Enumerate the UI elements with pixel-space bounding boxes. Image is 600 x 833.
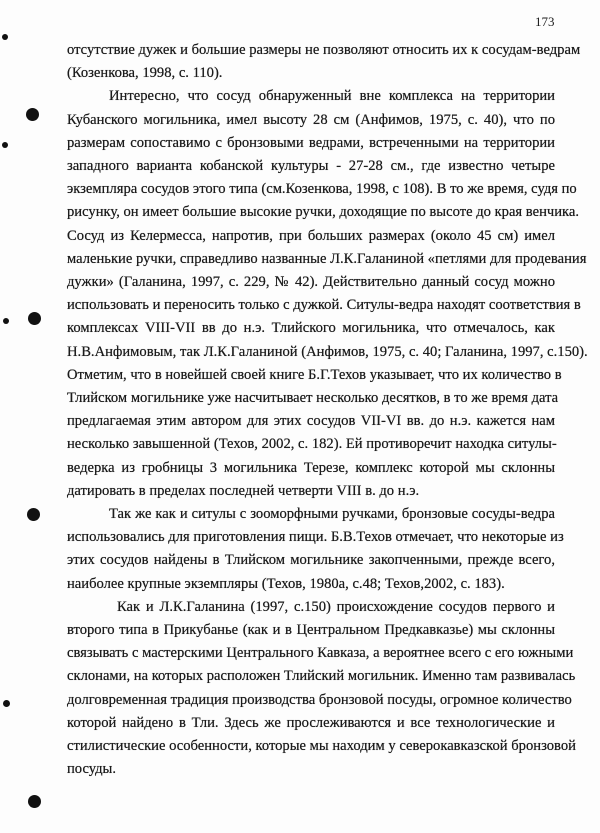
text-line: экземпляра сосудов этого типа (см.Козенкова, 1998, с 108). В то же время, судя по <box>67 181 577 198</box>
text-line: посуды. <box>67 761 117 778</box>
text-line: (Козенкова, 1998, с. 110). <box>67 65 223 82</box>
text-line: отсутствие дужек и большие размеры не позволяют относить их к сосудам-ведрам <box>67 42 581 58</box>
text-line: использовались для приготовления пищи. Б.В.Техов отмечает, что некоторые из <box>67 529 564 546</box>
paragraph <box>67 596 576 782</box>
text-line: долговременная традиция производства бронзовой посуды, огромное количество <box>67 691 572 708</box>
text-line: ведерка из гробницы 3 могильника Терезе, комплекс которой мы склонны <box>67 459 555 476</box>
text-line: западного варианта кобанской культуры - 27-28 см., где известно четыре <box>67 158 555 175</box>
text-line: второго типа в Прикубанье (как и в Центральном Предкавказье) мы склонны <box>67 622 555 639</box>
paragraph <box>67 39 581 85</box>
text-line: наиболее крупные экземпляры (Техов, 1980а, с.48; Техов,2002, с. 183). <box>67 575 505 592</box>
text-line: Тлийском могильнике уже насчитывает несколько десятков, в то же время дата <box>67 390 559 407</box>
text-line: которой найдено в Тли. Здесь же прослеживаются и все технологические и <box>67 714 555 731</box>
text-line: Интересно, что сосуд обнаруженный вне комплекса на территории <box>109 88 555 105</box>
paragraph <box>67 85 588 503</box>
text-line: Кубанского могильника, имел высоту 28 см (Анфимов, 1975, с. 40), что по <box>67 111 555 128</box>
page-number: 173 <box>535 14 555 29</box>
punch-hole <box>2 34 8 40</box>
text-line: использовать и переносить только с дужкой. Ситулы-ведра находят соответствия в <box>67 297 581 314</box>
text-line: размерам сопоставимо с бронзовыми ведрами, встреченными на территории <box>67 134 555 151</box>
text-line: маленькие ручки, справедливо названные Л.К.Галаниной «петлями для продевания <box>67 250 587 267</box>
text-line: этих сосудов найдены в Тлийском могильнике закопченными, прежде всего, <box>67 552 555 569</box>
text-line: Сосуд из Келермесса, напротив, при больших размерах (около 45 см) имел <box>67 227 555 244</box>
punch-hole <box>2 142 8 148</box>
text-line: Как и Л.К.Галанина (1997, с.150) происхождение сосудов первого и <box>117 598 555 615</box>
text-line: рисунку, он имеет большие высокие ручки, доходящие по высоте до края венчика. <box>67 204 580 221</box>
body-text <box>67 39 588 782</box>
punch-hole <box>26 108 39 121</box>
text-line: датировать в пределах последней четверти VIII в. до н.э. <box>67 482 420 499</box>
punch-hole <box>28 312 41 325</box>
punch-hole <box>3 700 10 707</box>
punch-hole <box>28 795 41 808</box>
text-line: связывать с мастерскими Центрального Кавказа, а вероятнее всего с его южными <box>67 645 574 662</box>
text-line: предлагаемая этим автором для этих сосудов VII-VI вв. до н.э. кажется нам <box>67 413 555 430</box>
text-line: Н.В.Анфимовым, так Л.К.Галаниной (Анфимов, 1975, с. 40; Галанина, 1997, с.150). <box>67 343 588 360</box>
text-line: Отметим, что в новейшей своей книге Б.Г.Техов указывает, что их количество в <box>67 366 562 383</box>
text-line: Так же как и ситулы с зооморфными ручками, бронзовые сосуды-ведра <box>109 506 555 523</box>
text-line: дужки» (Галанина, 1997, с. 229, № 42). Действительно данный сосуд можно <box>67 274 555 291</box>
punch-hole <box>27 508 40 521</box>
punch-hole <box>3 318 9 324</box>
paragraph <box>67 503 564 596</box>
text-line: комплексах VIII-VII вв до н.э. Тлийского могильника, что отмечалось, как <box>67 320 555 337</box>
text-line: склонами, на которых расположен Тлийский могильник. Именно там развивалась <box>67 668 576 685</box>
text-line: несколько завышенной (Техов, 2002, с. 182). Ей противоречит находка ситулы- <box>67 436 557 453</box>
text-line: стилистические особенности, которые мы находим у северокавказской бронзовой <box>67 738 576 755</box>
